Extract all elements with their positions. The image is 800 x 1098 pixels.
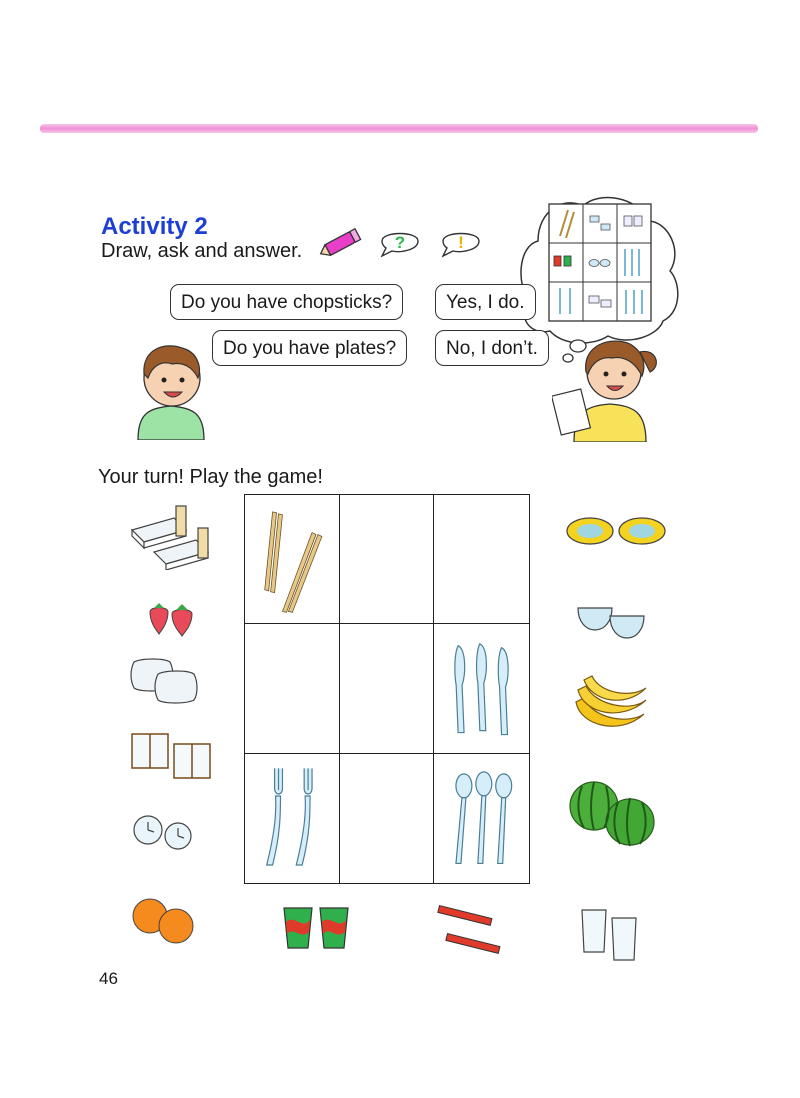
page-number: 46 xyxy=(99,969,118,988)
girl-illustration xyxy=(552,330,662,442)
game-heading: Your turn! Play the game! xyxy=(98,466,323,488)
spoons-icon xyxy=(434,754,529,883)
bananas-icon xyxy=(570,674,650,740)
svg-text:?: ? xyxy=(394,233,406,252)
pillows-icon xyxy=(128,656,200,708)
windows-icon xyxy=(128,730,214,782)
speech-bubble-yes: Yes, I do. xyxy=(435,284,536,320)
clocks-icon xyxy=(130,810,196,856)
forks-icon xyxy=(245,754,339,883)
game-grid xyxy=(244,494,530,884)
grid-cell-knives[interactable] xyxy=(434,624,529,753)
activity-title: Activity 2 xyxy=(101,213,208,240)
cups-icon xyxy=(280,904,354,956)
strawberries-icon xyxy=(146,600,198,638)
grid-cell-empty[interactable] xyxy=(340,624,435,753)
grid-cell-empty[interactable] xyxy=(340,754,435,883)
grid-cell-empty[interactable] xyxy=(434,495,529,624)
grid-cell-forks[interactable] xyxy=(245,754,340,883)
pencils-icon xyxy=(432,904,510,962)
chopsticks-icon xyxy=(245,495,339,623)
beds-icon xyxy=(128,500,220,570)
speech-bubble-plates: Do you have plates? xyxy=(212,330,407,366)
watermelons-icon xyxy=(566,778,662,848)
bowls-icon xyxy=(574,600,650,642)
grid-cell-empty[interactable] xyxy=(340,495,435,624)
grid-cell-spoons[interactable] xyxy=(434,754,529,883)
knives-icon xyxy=(434,624,529,752)
question-bubble-icon xyxy=(376,225,424,259)
activity-instruction: Draw, ask and answer. xyxy=(101,240,303,262)
glasses-icon xyxy=(578,906,642,964)
speech-bubble-chopsticks: Do you have chopsticks? xyxy=(170,284,403,320)
grid-cell-chopsticks[interactable] xyxy=(245,495,340,624)
grid-cell-empty[interactable] xyxy=(245,624,340,753)
pink-header-band xyxy=(40,124,758,133)
speech-bubble-no: No, I don’t. xyxy=(435,330,549,366)
plates-icon xyxy=(564,514,668,548)
pencil-icon xyxy=(318,226,364,260)
oranges-icon xyxy=(130,896,198,946)
svg-text:!: ! xyxy=(458,233,464,252)
boy-illustration xyxy=(126,336,216,440)
exclamation-bubble-icon xyxy=(437,225,485,259)
